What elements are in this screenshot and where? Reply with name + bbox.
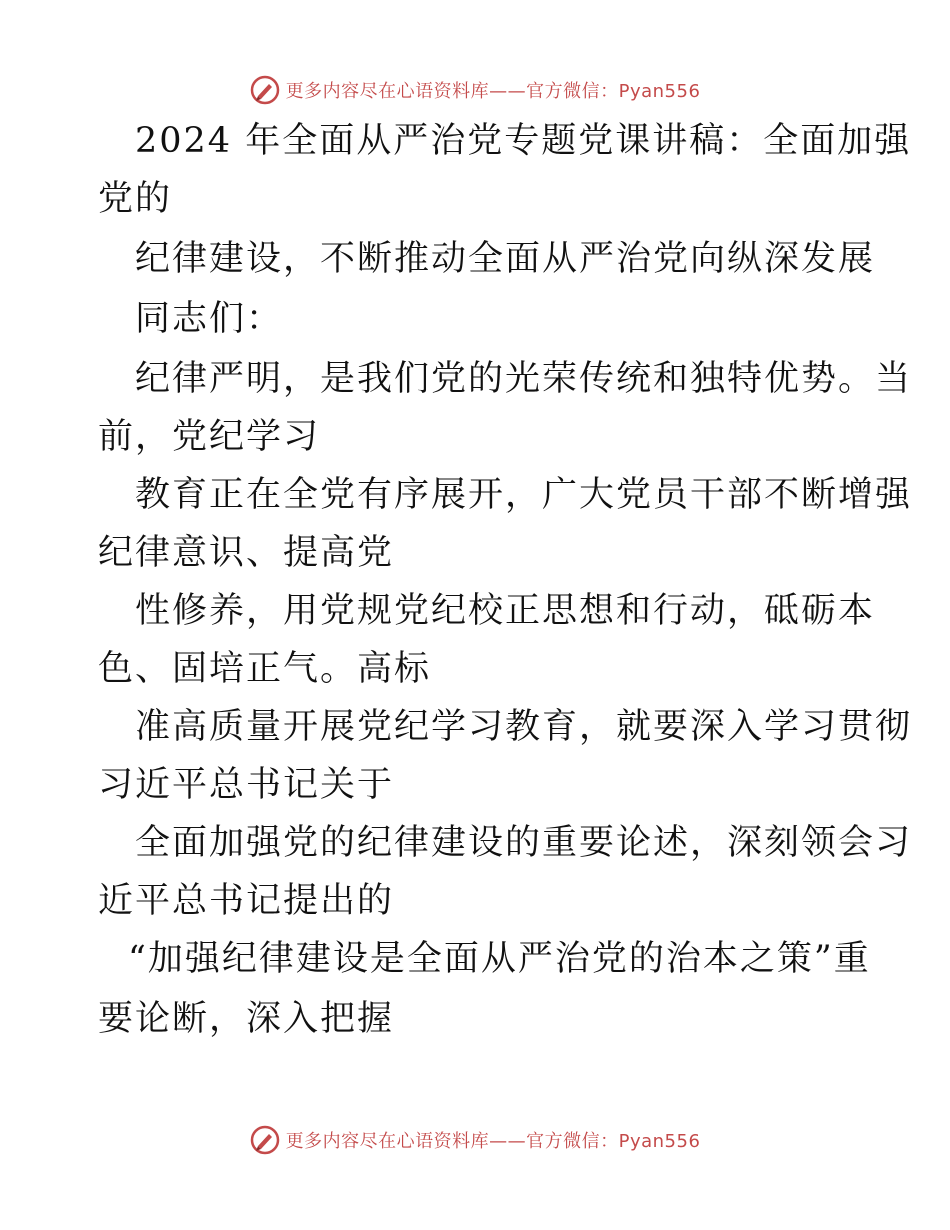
pen-logo-icon	[250, 75, 280, 105]
paragraph-line: 纪律意识、提高党	[98, 533, 395, 573]
footer-watermark	[0, 1120, 950, 1160]
salutation: 同志们：	[135, 299, 284, 339]
pen-logo-icon	[250, 1125, 280, 1155]
title-line-2: 党的	[98, 179, 173, 219]
watermark-text: 更多内容尽在心语资料库——官方微信：Pyan556	[285, 1131, 701, 1152]
paragraph-line: 前，党纪学习	[98, 417, 321, 457]
paragraph-line: 色、固培正气。高标	[98, 649, 432, 689]
header-watermark	[0, 70, 950, 110]
paragraph-line: 纪律严明，是我们党的光荣传统和独特优势。当	[135, 359, 913, 399]
title-line-1: 2024 年全面从严治党专题党课讲稿：全面加强	[135, 121, 912, 161]
watermark-text: 更多内容尽在心语资料库——官方微信：Pyan556	[285, 81, 701, 102]
paragraph-line: 性修养，用党规党纪校正思想和行动，砥砺本	[135, 591, 876, 631]
paragraph-line: 教育正在全党有序展开，广大党员干部不断增强	[135, 475, 913, 515]
paragraph-line: 习近平总书记关于	[98, 765, 395, 805]
paragraph-line: 要论断，深入把握	[98, 999, 395, 1039]
paragraph-line: 准高质量开展党纪学习教育，就要深入学习贯彻	[135, 707, 913, 747]
paragraph-line: “加强纪律建设是全面从严治党的治本之策”重	[128, 939, 871, 979]
paragraph-line: 全面加强党的纪律建设的重要论述，深刻领会习	[135, 823, 913, 863]
subtitle-line: 纪律建设，不断推动全面从严治党向纵深发展	[135, 239, 876, 279]
paragraph-line: 近平总书记提出的	[98, 881, 395, 921]
